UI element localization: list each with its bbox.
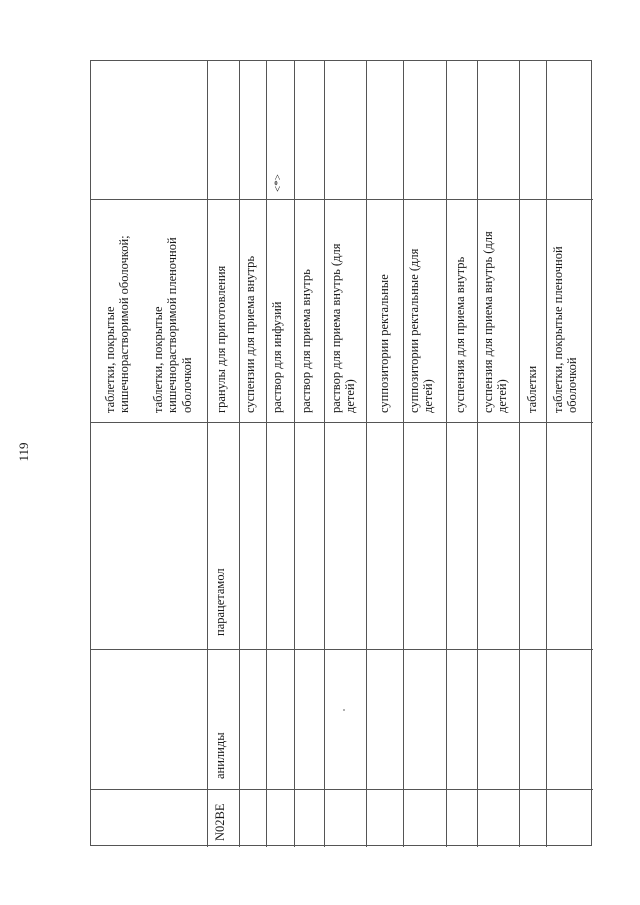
table-cell-form: суппозитории ректальные (для детей) (407, 248, 436, 413)
table-cell-form: таблетки, покрытые пленочной оболочкой (551, 246, 580, 413)
table-cell-code: N02BE (213, 803, 227, 841)
column-divider (366, 61, 367, 847)
table-cell-group: анилиды (213, 732, 227, 779)
table-cell-form: таблетки, покрытые кишечнорастворимой пленочной оболочкой (151, 237, 194, 413)
column-divider (403, 61, 404, 847)
column-divider (294, 61, 295, 847)
table-cell-form: раствор для инфузий (270, 301, 284, 413)
table-cell-substance: парацетамол (213, 568, 227, 636)
table-cell-mark: <*> (272, 174, 284, 192)
table-cell-form: суспензии для приема внутрь (243, 255, 257, 413)
column-divider (266, 61, 267, 847)
table-cell-form: таблетки, покрытые кишечнорастворимой оболочкой; (103, 235, 132, 413)
scan-speck (343, 709, 345, 711)
column-divider (477, 61, 478, 847)
drug-table (90, 60, 592, 846)
row-divider (91, 199, 593, 200)
column-divider (546, 61, 547, 847)
table-cell-form: суспензия для приема внутрь (453, 256, 467, 413)
column-divider (324, 61, 325, 847)
row-divider (91, 789, 593, 790)
column-divider (519, 61, 520, 847)
table-cell-form: раствор для приема внутрь (для детей) (329, 243, 358, 413)
column-divider (239, 61, 240, 847)
row-divider (91, 649, 593, 650)
table-cell-form: таблетки (525, 365, 539, 413)
column-divider (446, 61, 447, 847)
column-divider (207, 61, 208, 847)
table-cell-form: гранулы для приготовления (214, 265, 228, 413)
row-divider (91, 422, 593, 423)
table-cell-form: суппозитории ректальные (377, 274, 391, 413)
table-cell-form: суспензия для приема внутрь (для детей) (481, 231, 510, 413)
page-number: 119 (16, 442, 31, 462)
table-cell-form: раствор для приема внутрь (299, 269, 313, 413)
